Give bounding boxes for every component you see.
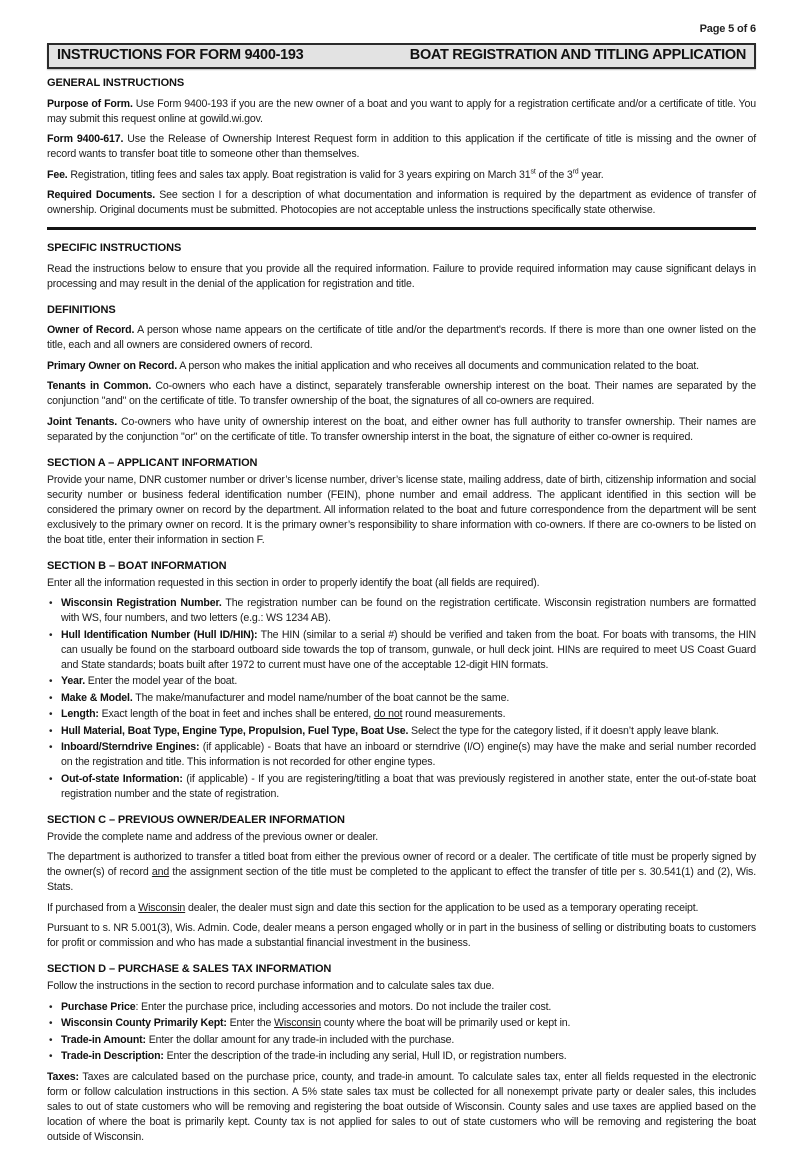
text-joint-tenants: Co-owners who have unity of ownership interest on the boat, and either owner has full authority to transfer ownership. Their names are separated by the conjunction "or" on the certificate of title. To transfer ownership interst in the boat, the signature of either co-owner is required. <box>47 415 757 443</box>
bullet-length <box>61 707 756 722</box>
para-taxes <box>47 1070 756 1145</box>
para-specific-intro: Read the instructions below to ensure that you provide all the required information. Failure to provide required information may cause significant delays in processing and may result in the denial of the application for registration and title. <box>47 262 756 290</box>
text-year: Enter the model year of the boat. <box>85 675 238 687</box>
text-required-documents: See section I for a description of what documentation and information is required by the department as evidence of transfer of ownership. Original documents must be submitted. Photocopies are not acceptable unless the instructions specifically state otherwise. <box>47 189 757 216</box>
text-dealer-2: dealer, the dealer must sign and date this section for the application to be used as a temporary operating receipt. <box>185 901 699 914</box>
text-fee-3: year. <box>578 168 604 181</box>
lead-trade-in-description: Trade-in Description: <box>61 1050 164 1062</box>
para-section-c-dealer <box>47 901 756 916</box>
para-fee <box>47 168 756 183</box>
list-item <box>47 772 756 802</box>
text-hull-id-number: The HIN (similar to a serial #) should be verified and taken from the boat. For boats with transoms, the HIN can usually be found on the starboard outboard side towards the top of transom, gunwale, or hull deck joint. HINs are required to meet US Coast Guard and State standards; boats built after 1972 to current must have one of the acceptable 12-digit HIN formats. <box>61 628 756 671</box>
para-owner-of-record <box>47 323 756 353</box>
underlined-and: and <box>151 866 170 878</box>
heading-section-c: SECTION C – PREVIOUS OWNER/DEALER INFORMATION <box>47 813 345 826</box>
form-number-title: INSTRUCTIONS FOR FORM 9400-193 <box>57 47 304 63</box>
underlined-wisconsin-county: Wisconsin <box>274 1017 321 1029</box>
text-transfer-1: The department is authorized to transfer a titled boat from either the previous owner of record or a dealer. The certificate of title must be properly signed by the owner(s) of record <box>47 851 756 878</box>
lead-year: Year. <box>61 675 85 687</box>
lead-purchase-price: Purchase Price <box>61 1000 136 1013</box>
bullet-trade-in-description <box>61 1049 756 1064</box>
list-item <box>47 740 756 770</box>
lead-primary-owner: Primary Owner on Record. <box>47 359 178 372</box>
lead-trade-in-amount: Trade-in Amount: <box>61 1033 146 1046</box>
heading-section-d: SECTION D – PURCHASE & SALES TAX INFORMATION <box>47 963 332 975</box>
bullet-icon: • <box>49 1051 53 1062</box>
lead-length: Length: <box>61 708 99 720</box>
bullet-hull-material <box>61 724 756 739</box>
lead-hull-material: Hull Material, Boat Type, Engine Type, Propulsion, Fuel Type, Boat Use. <box>61 724 409 737</box>
bullet-hull-id-number <box>61 628 756 673</box>
bullet-icon: • <box>49 742 53 753</box>
superscript-st: st <box>530 167 536 175</box>
list-item <box>47 691 756 706</box>
document-header-bar <box>47 43 756 69</box>
text-county-kept-1: Enter the <box>226 1017 275 1029</box>
bullet-wi-registration-number <box>61 596 756 626</box>
lead-inboard-sterndrive: Inboard/Sterndrive Engines: <box>61 741 200 753</box>
bullet-out-of-state <box>61 772 756 802</box>
list-item <box>47 628 756 673</box>
lead-required-documents: Required Documents. <box>47 189 156 201</box>
lead-taxes: Taxes: <box>47 1070 79 1083</box>
bullet-icon: • <box>49 1034 53 1046</box>
list-item <box>47 707 756 722</box>
para-joint-tenants <box>47 415 756 445</box>
para-primary-owner <box>47 359 756 374</box>
bullet-icon: • <box>49 709 53 720</box>
text-make-model: The make/manufacturer and model name/number of the boat cannot be the same. <box>132 691 510 704</box>
heading-section-a: SECTION A – APPLICANT INFORMATION <box>47 456 258 469</box>
bullet-icon: • <box>49 676 53 687</box>
para-purpose-of-form <box>47 97 756 127</box>
section-b-bullet-list <box>47 596 756 802</box>
text-transfer-2: the assignment section of the title must be completed to the applicant to effect the transfer of title per s. 30.541(1) and (2), Wis. Stats. <box>47 866 757 893</box>
text-out-of-state: (if applicable) - If you are registering/titling a boat that was previously registered in another state, enter the out-of-state boat registration number and the state of registration. <box>61 772 756 800</box>
lead-out-of-state: Out-of-state Information: <box>61 772 183 785</box>
bullet-icon: • <box>49 1018 53 1029</box>
text-county-kept-2: county where the boat will be primarily used or kept in. <box>320 1017 571 1029</box>
text-hull-material: Select the type for the category listed, if it doesn’t apply leave blank. <box>408 724 719 737</box>
text-primary-owner: A person who makes the initial application and who receives all documents and communication related to the boat. <box>177 359 699 372</box>
section-divider-rule <box>47 227 756 230</box>
lead-county-kept: Wisconsin County Primarily Kept: <box>61 1017 227 1029</box>
bullet-icon: • <box>49 773 53 785</box>
bullet-icon: • <box>49 598 53 609</box>
lead-purpose-of-form: Purpose of Form. <box>47 97 133 110</box>
text-dealer-1: If purchased from a <box>47 901 139 914</box>
list-item <box>47 596 756 626</box>
text-fee-2: of the 3 <box>535 168 573 181</box>
list-item <box>47 724 756 739</box>
lead-fee: Fee. <box>47 168 68 181</box>
underlined-wisconsin: Wisconsin <box>138 901 186 914</box>
list-item <box>47 1049 756 1064</box>
text-wi-registration-number: The registration number can be found on the registration certificate. Wisconsin registration numbers are formatted with WS, four numbers, and two letters (e.g.: WS 1234 AB). <box>61 597 756 624</box>
text-purchase-price: : Enter the purchase price, including accessories and motors. Do not include the trailer cost. <box>135 1000 552 1013</box>
text-form-9400-617: Use the Release of Ownership Interest Request form in addition to this application if the certificate of title is missing and the owner of record wants to transfer boat title to someone other than themselves. <box>47 133 757 160</box>
superscript-rd: rd <box>572 167 579 175</box>
lead-make-model: Make & Model. <box>61 691 133 704</box>
lead-hull-id-number: Hull Identification Number (Hull ID/HIN): <box>61 628 258 641</box>
bullet-icon: • <box>49 1001 53 1013</box>
list-item <box>47 674 756 689</box>
underlined-do-not: do not <box>373 708 403 720</box>
text-taxes: Taxes are calculated based on the purchase price, county, and trade-in amount. To calculate sales tax, enter all fields requested in the electronic form or follow calculation instructions in this section. A 5% state sales tax must be collected for all nonexempt private party or dealer sales, this includes sales to out of state customers who will be removing and registering the boat outside of Wisconsin. County sales and use taxes are applied based on the location of where the boat is primarily kept. County tax is not applied for sales to out of state customers who will be removing and registering the boat outside of Wisconsin. <box>47 1070 756 1143</box>
para-section-b-intro: Enter all the information requested in this section in order to properly identify the boat (all fields are required). <box>47 576 540 589</box>
para-section-a-body: Provide your name, DNR customer number or driver’s license number, driver’s license state, mailing address, date of birth, citizenship information and social security number or business federal identification number (FEIN), phone number and email address. The applicant identified in this section will be considered the primary owner on record by the department. All information related to the boat and future correspondence from the department will be sent exclusively to the primary owner on record. It is the primary owner’s responsibility to share information with co-owners. If there are co-owners to be listed on the boat title, enter their information in section F. <box>47 473 756 546</box>
text-inboard-sterndrive: (if applicable) - Boats that have an inboard or sterndrive (I/O) engine(s) may have the make and serial number recorded on the registration and title. This information is not recorded for other engine types. <box>61 741 757 768</box>
section-d-bullet-list <box>47 1000 756 1065</box>
application-title: BOAT REGISTRATION AND TITLING APPLICATION <box>409 47 746 63</box>
lead-form-9400-617: Form 9400-617. <box>47 133 124 145</box>
text-purpose-of-form: Use Form 9400-193 if you are the new owner of a boat and you want to apply for a registration certificate and/or a certificate of title. You may submit this request online at gowild.wi.gov. <box>47 97 756 125</box>
text-trade-in-description: Enter the description of the trade-in including any serial, Hull ID, or registration numbers. <box>163 1050 567 1062</box>
bullet-icon: • <box>49 725 53 737</box>
heading-general-instructions: GENERAL INSTRUCTIONS <box>47 77 185 89</box>
para-required-documents <box>47 188 756 218</box>
heading-specific-instructions: SPECIFIC INSTRUCTIONS <box>47 242 182 254</box>
list-item <box>47 1016 756 1031</box>
bullet-icon: • <box>49 692 53 704</box>
heading-definitions: DEFINITIONS <box>47 303 116 316</box>
bullet-year <box>61 674 756 689</box>
lead-owner-of-record: Owner of Record. <box>47 324 135 336</box>
para-section-c-pursuant: Pursuant to s. NR 5.001(3), Wis. Admin. Code, dealer means a person engaged wholly or in part in the business of selling or distributing boats to customers for profit or commission and who has made a substantial financial investment in the business. <box>47 922 756 949</box>
lead-wi-registration-number: Wisconsin Registration Number. <box>61 597 222 609</box>
page-indicator: Page 5 of 6 <box>699 23 756 35</box>
bullet-county-kept <box>61 1016 756 1031</box>
para-section-c-transfer <box>47 850 756 895</box>
text-length-2: round measurements. <box>402 708 506 720</box>
para-form-9400-617 <box>47 132 756 162</box>
bullet-purchase-price <box>61 1000 756 1015</box>
bullet-icon: • <box>49 629 53 641</box>
lead-joint-tenants: Joint Tenants. <box>47 415 118 428</box>
para-tenants-in-common <box>47 379 756 409</box>
bullet-make-model <box>61 691 756 706</box>
text-tenants-in-common: Co-owners who each have a distinct, separately transferable ownership interest on the boat. Their names are separated by the conjunction "and" on the certificate of title. To transfer ownership of the boat, the signatures of all co-owners are required. <box>47 380 756 407</box>
text-owner-of-record: A person whose name appears on the certificate of title and/or the department's records. If there is more than one owner listed on the title, each and all owners are considered owners of record. <box>47 324 756 351</box>
list-item <box>47 1000 756 1015</box>
heading-section-b: SECTION B – BOAT INFORMATION <box>47 559 227 572</box>
text-trade-in-amount: Enter the dollar amount for any trade-in included with the purchase. <box>145 1033 455 1046</box>
text-length-1: Exact length of the boat in feet and inches shall be entered, <box>98 708 374 720</box>
para-section-d-intro: Follow the instructions in the section to record purchase information and to calculate sales tax due. <box>47 980 495 992</box>
text-fee-1: Registration, titling fees and sales tax apply. Boat registration is valid for 3 years expiring on March 31 <box>67 168 531 181</box>
lead-tenants-in-common: Tenants in Common. <box>47 380 152 392</box>
para-section-c-intro: Provide the complete name and address of the previous owner or dealer. <box>47 830 379 843</box>
bullet-inboard-sterndrive <box>61 740 756 770</box>
